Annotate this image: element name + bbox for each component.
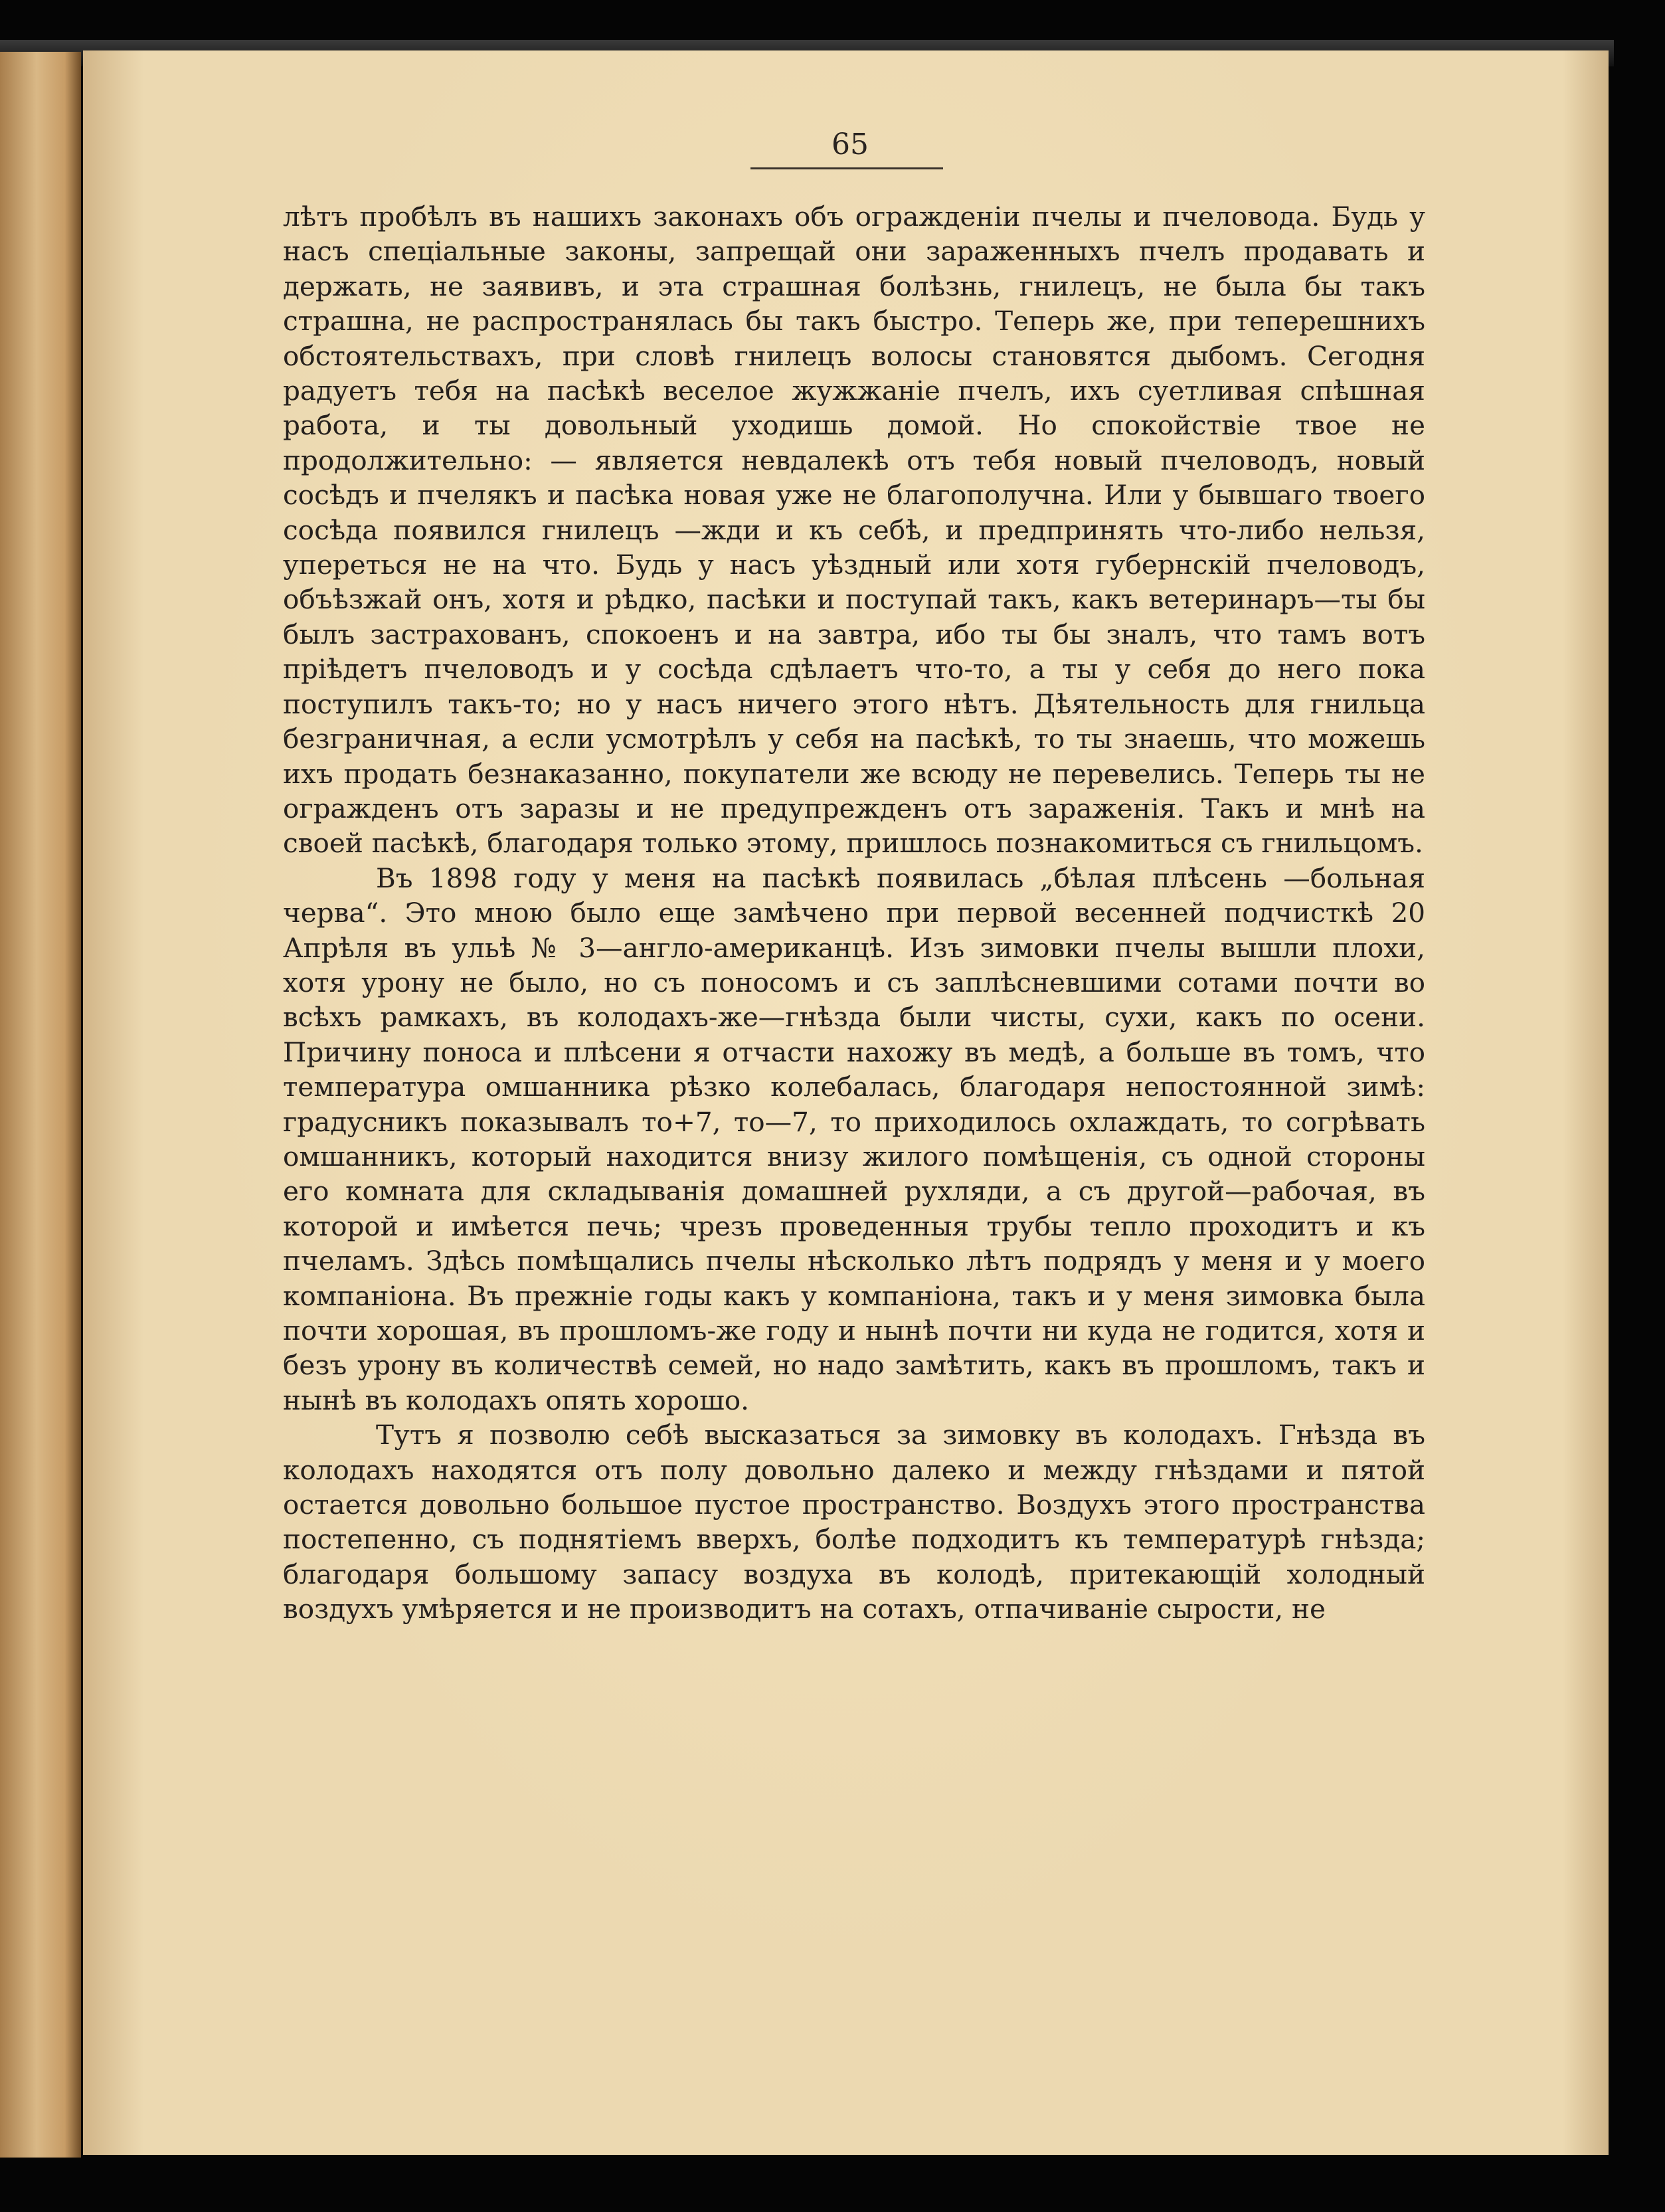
header-rule (750, 167, 943, 169)
paragraph: Въ 1898 году у меня на пасѣкѣ появилась „бѣлая плѣсень —больная черва“. Это мною было еще замѣчено при первой весенней подчисткѣ 20 Апрѣля въ ульѣ № 3—англо-американцѣ. Изъ зимовки пчелы вышли плохи, хотя урону не было, но съ поносомъ и съ заплѣсневшими сотами почти во всѣхъ рамкахъ, въ колодахъ-же—гнѣзда были чисты, сухи, какъ по осени. Причину поноса и плѣсени я отчасти нахожу въ медѣ, а больше въ томъ, что температура омшанника рѣзко колебалась, благодаря непостоянной зимѣ: градусникъ показывалъ то+7, то—7, то приходилось охлаждать, то согрѣвать омшанникъ, который находится внизу жилого помѣщенія, съ одной стороны его комната для складыванія домашней рухляди, а съ другой—рабочая, въ которой и имѣется печь; чрезъ проведенныя трубы тепло проходитъ и къ пчеламъ. Здѣсь помѣщались пчелы нѣсколько лѣтъ подрядъ у меня и у моего компаніона. Въ прежніе годы какъ у компаніона, такъ и у меня зимовка была почти хорошая, въ прошломъ-же году и нынѣ почти ни куда не годится, хотя и безъ урону въ количествѣ семей, но надо замѣтить, какъ въ прошломъ, такъ и нынѣ въ колодахъ опять хорошо. (283, 862, 1425, 1416)
body-text (283, 199, 1425, 1627)
paragraph: лѣтъ пробѣлъ въ нашихъ законахъ объ огражденіи пчелы и пчеловода. Будь у насъ спеціальные законы, запрещай они зараженныхъ пчелъ продавать и держать, не заявивъ, и эта страшная болѣзнь, гнилецъ, не была бы такъ страшна, не распространялась бы такъ быстро. Теперь же, при теперешнихъ обстоятельствахъ, при словѣ гнилецъ волосы становятся дыбомъ. Сегодня радуетъ тебя на пасѣкѣ веселое жужжаніе пчелъ, ихъ суетливая спѣшная работа, и ты довольный уходишь домой. Но спокойствіе твое не продолжительно: — является невдалекѣ отъ тебя новый пчеловодъ, новый сосѣдъ и пчелякъ и пасѣка новая уже не благополучна. Или у бывшаго твоего сосѣда появился гнилецъ —жди и къ себѣ, и предпринять что-либо нельзя, упереться не на что. Будь у насъ уѣздный или хотя губернскій пчеловодъ, объѣзжай онъ, хотя и рѣдко, пасѣки и поступай такъ, какъ ветеринаръ—ты бы былъ застрахованъ, спокоенъ и на завтра, ибо ты бы зналъ, что тамъ вотъ пріѣдетъ пчеловодъ и у сосѣда сдѣлаетъ что-то, а ты у себя до него пока поступилъ такъ-то; но у насъ ничего этого нѣтъ. Дѣятельность для гнильца безграничная, а если усмотрѣлъ у себя на пасѣкѣ, то ты знаешь, что можешь ихъ продать безнаказанно, покупатели же всюду не перевелись. Теперь ты не огражденъ отъ заразы и не предупрежденъ отъ зараженія. Такъ и мнѣ на своей пасѣкѣ, благодаря только этому, пришлось познакомиться съ гнильцомъ. (283, 201, 1425, 860)
adjacent-page-edge (0, 52, 81, 2158)
paragraph: Тутъ я позволю себѣ высказаться за зимовку въ колодахъ. Гнѣзда въ колодахъ находятся отъ полу довольно далеко и между гнѣздами и пятой остается довольно большое пустое пространство. Воздухъ этого пространства постепенно, съ поднятіемъ вверхъ, болѣе подходитъ къ температурѣ гнѣзда; благодаря большому запасу воздуха въ колодѣ, притекающій холодный воздухъ умѣряется и не производитъ на сотахъ, отпачиваніе сырости, не (283, 1419, 1425, 1625)
page-number: 65 (832, 128, 869, 161)
